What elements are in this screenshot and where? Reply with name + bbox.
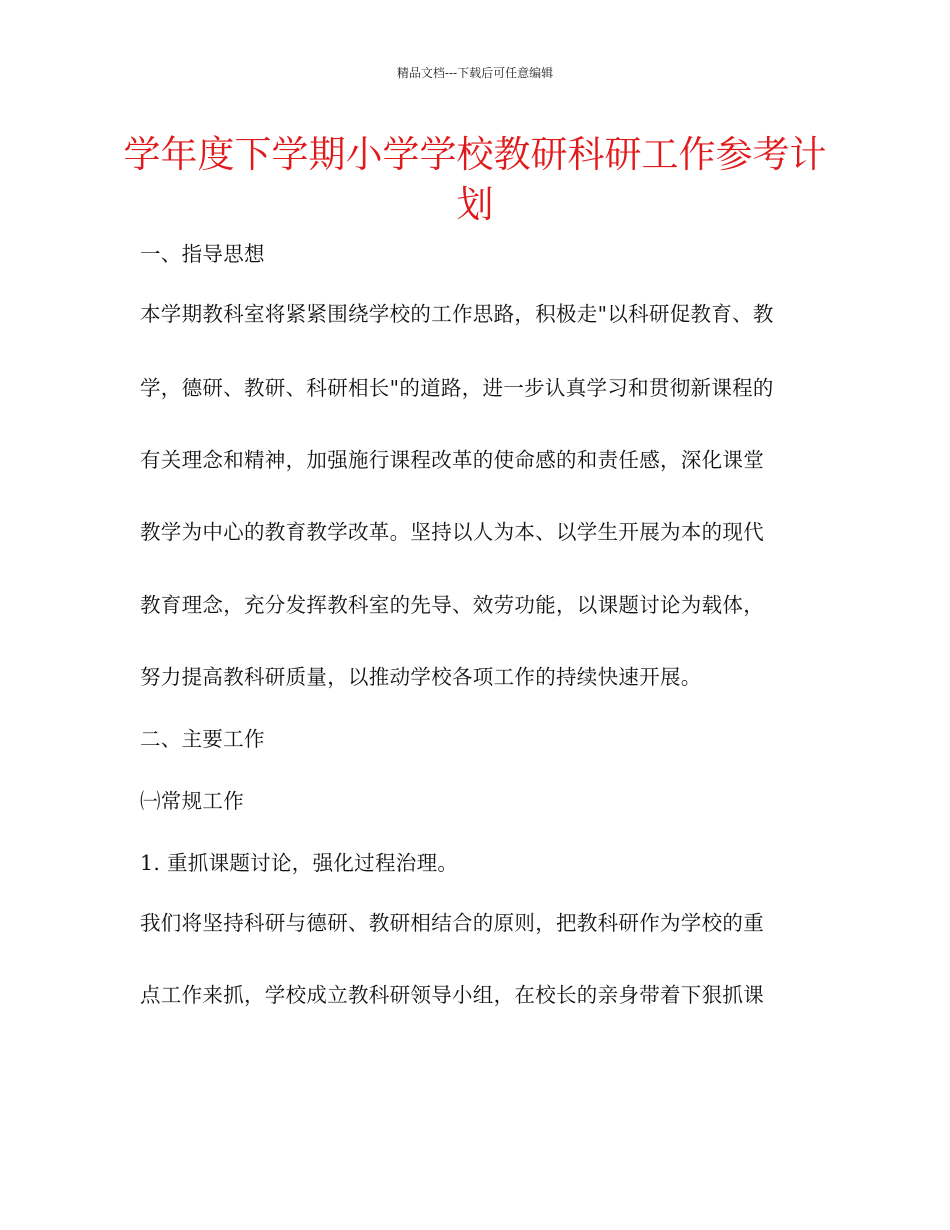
header-note: 精品文档---下载后可任意编辑	[396, 66, 554, 80]
paragraph-line-6: 努力提高教科研质量，以推动学校各项工作的持续快速开展。	[140, 665, 702, 689]
paragraph-line-1: 本学期教科室将紧紧围绕学校的工作思路，积极走"以科研促教育、教	[140, 302, 774, 326]
paragraph-line-7: 我们将坚持科研与德研、教研相结合的原则，把教科研作为学校的重	[140, 911, 764, 935]
subsection-heading: ㈠常规工作	[140, 789, 244, 813]
paragraph-line-2: 学，德研、教研、科研相长"的道路，进一步认真学习和贯彻新课程的	[140, 376, 774, 400]
paragraph-line-8: 点工作来抓，学校成立教科研领导小组，在校长的亲身带着下狠抓课	[140, 983, 764, 1007]
section-heading-1: 一、指导思想	[140, 242, 265, 266]
section-heading-2: 二、主要工作	[140, 727, 265, 751]
paragraph-line-3: 有关理念和精神，加强施行课程改革的使命感的和责任感，深化课堂	[140, 448, 764, 472]
document-title: 学年度下学期小学学校教研科研工作参考计划	[123, 133, 827, 226]
numbered-item-1: 1. 重抓课题讨论，强化过程治理。	[140, 851, 459, 875]
paragraph-line-5: 教育理念，充分发挥教科室的先导、效劳功能，以课题讨论为载体，	[140, 593, 764, 617]
paragraph-line-4: 教学为中心的教育教学改革。坚持以人为本、以学生开展为本的现代	[140, 520, 764, 544]
